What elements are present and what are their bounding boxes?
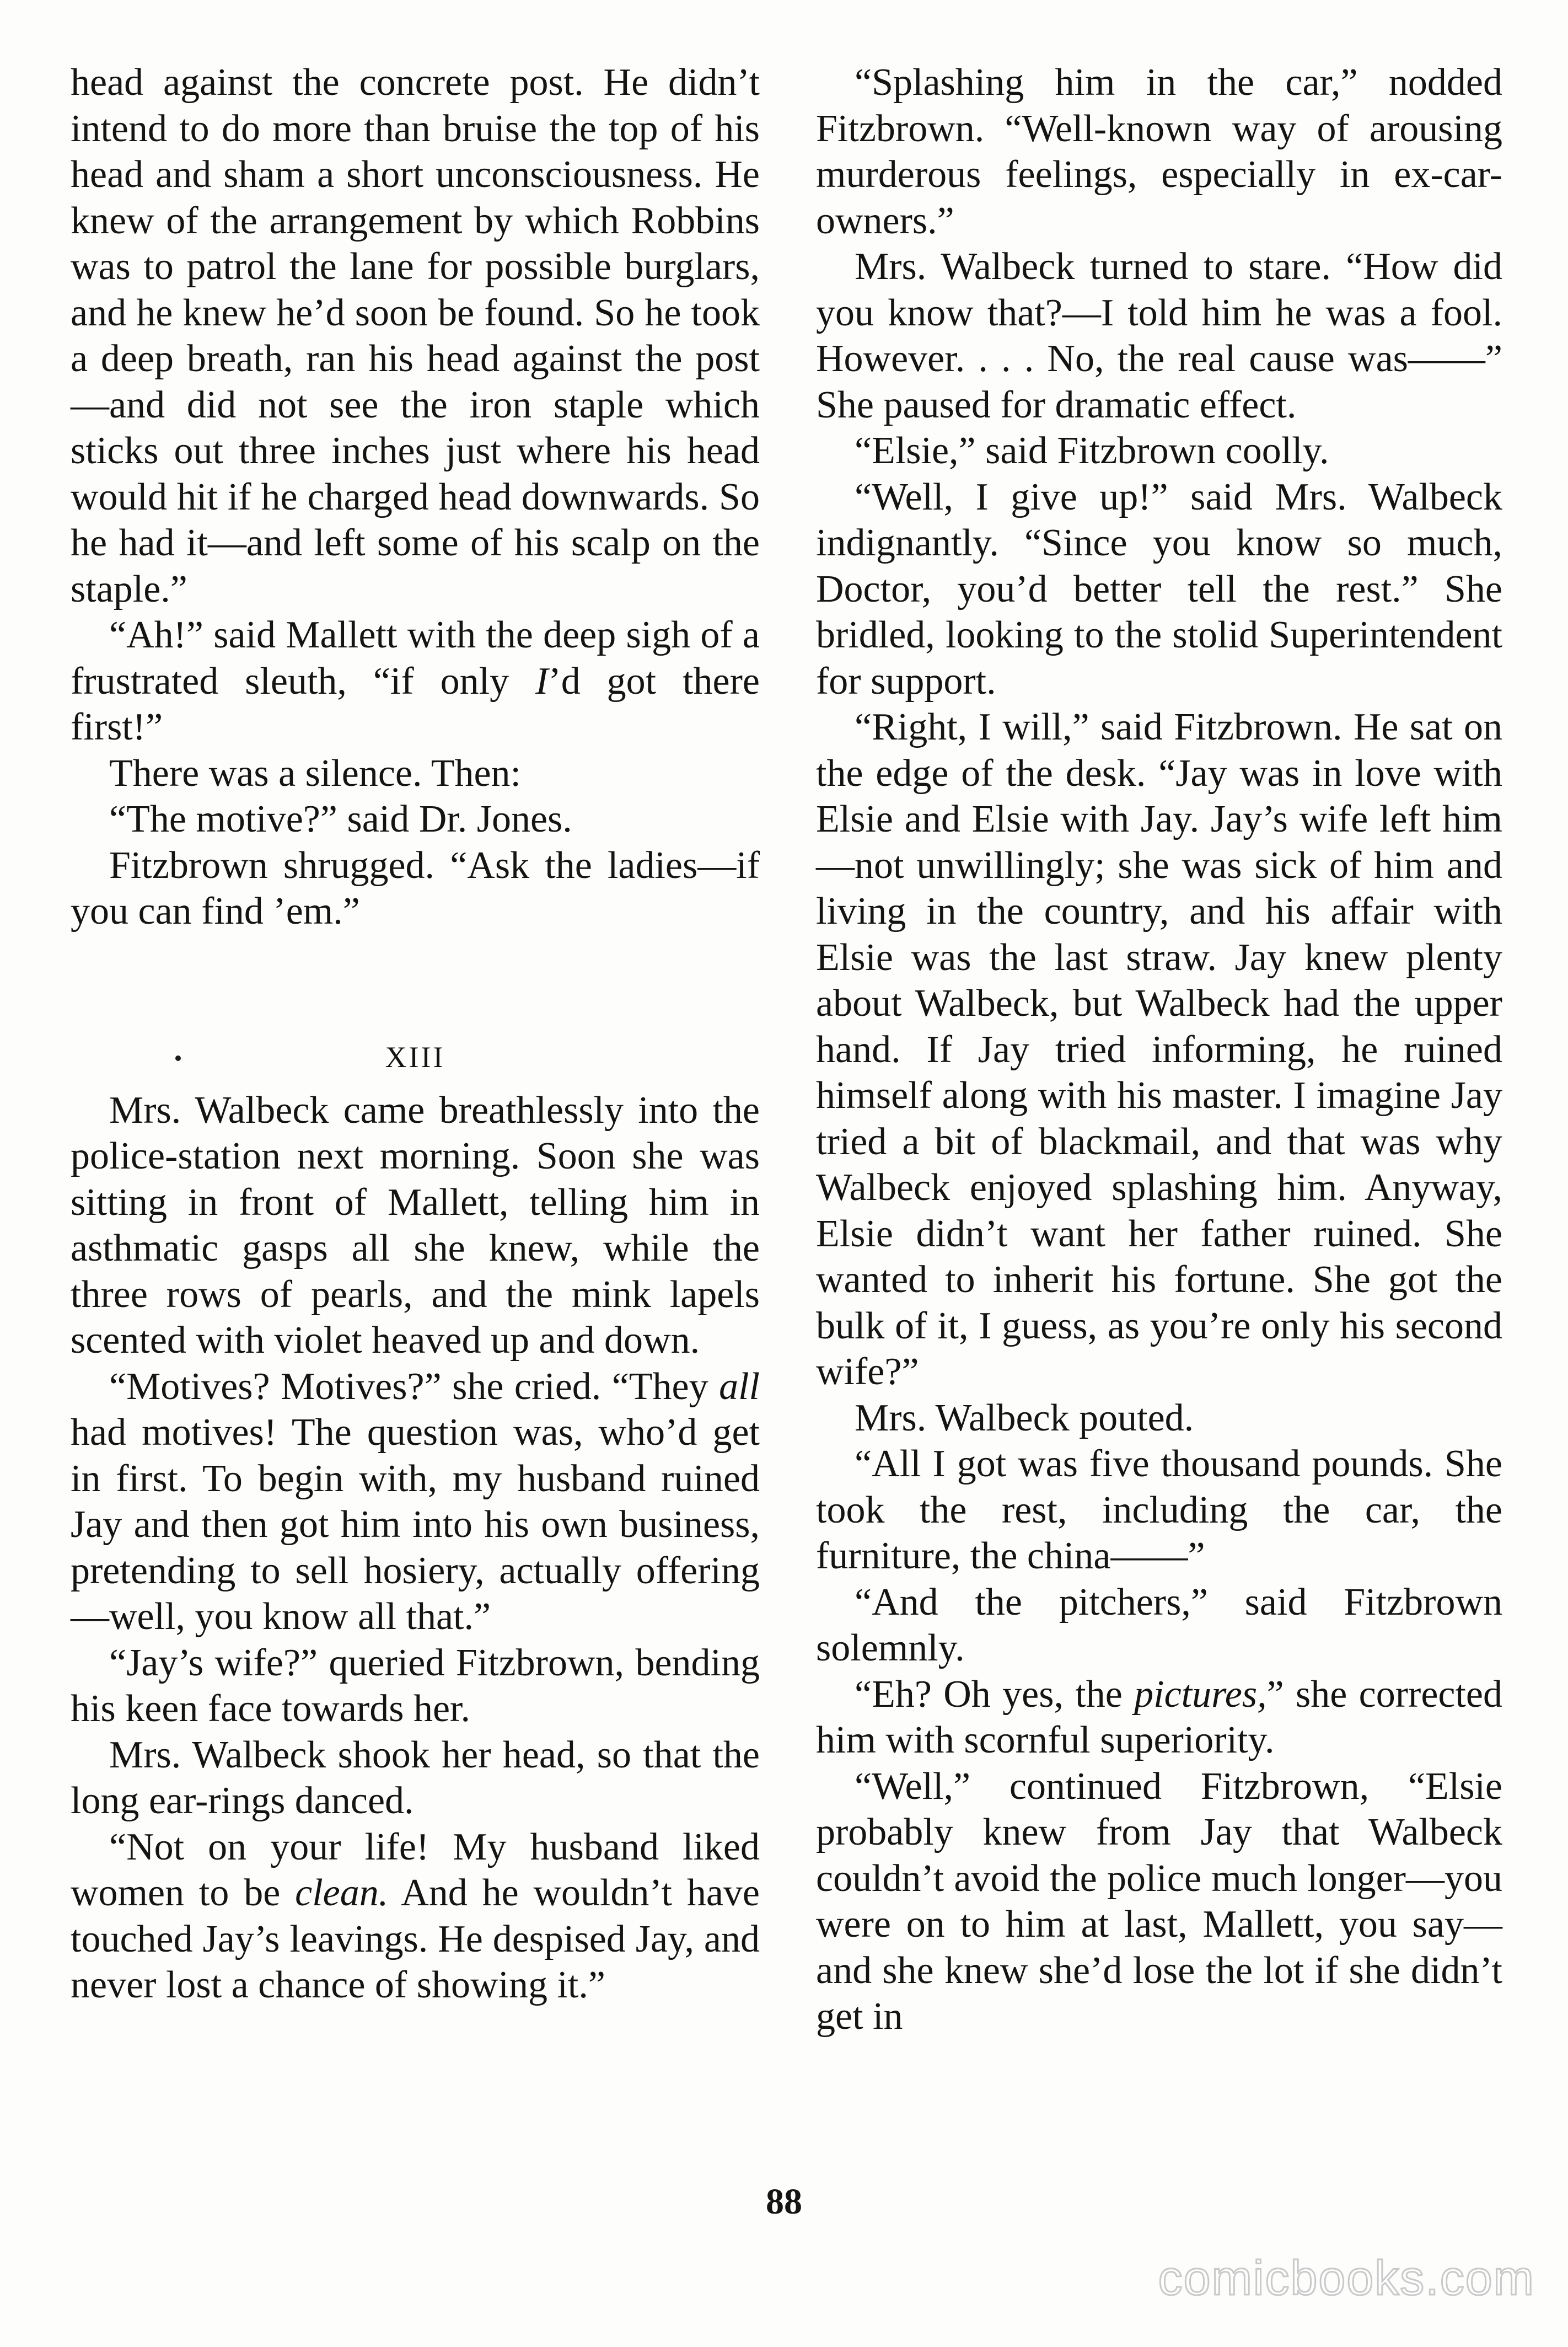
- paragraph: [71, 612, 760, 751]
- paragraph: “Well, I give up!” said Mrs. Walbeck indignantly. “Since you know so much, Doctor, you’d better tell the rest.” She bridled, looking to the stolid Superintendent for support.: [816, 475, 1502, 703]
- left-text-column: [71, 60, 760, 2008]
- paragraph: “And the pitchers,” said Fitzbrown solemnly.: [816, 1580, 1502, 1669]
- printed-dot: [175, 1055, 181, 1061]
- watermark: comicbooks.com: [1158, 2250, 1535, 2305]
- paragraph: “Splashing him in the car,” nodded Fitzbrown. “Well-known way of arousing murderous feelings, especially in ex-car-owners.”: [816, 61, 1502, 242]
- text-run: “Ah!” said Mallett with the deep sigh of a frustrated sleuth, “if only: [71, 614, 760, 703]
- text-run: “Not on your life! My husband liked women to be: [71, 1825, 760, 1914]
- emphasis: all: [719, 1365, 760, 1408]
- paragraph: [816, 1671, 1502, 1764]
- paragraph: Mrs. Walbeck pouted.: [855, 1396, 1194, 1439]
- section-heading: [71, 1027, 760, 1087]
- paragraph: Mrs. Walbeck turned to stare. “How did you know that?—I told him he was a fool. However. . . . No, the real cause was——” She paused for dramatic effect.: [816, 245, 1502, 426]
- text-run: ’d got there first!”: [71, 660, 760, 748]
- section-number: XIII: [385, 1040, 445, 1074]
- paragraph: “Well,” continued Fitzbrown, “Elsie probably knew from Jay that Walbeck couldn’t avoid the police much longer—you were on to him at last, Mallett, you say—and she knew she’d lose the lot if she didn’t get in: [816, 1765, 1502, 2038]
- paragraph: head against the concrete post. He didn’t intend to do more than bruise the top of his head and sham a short unconsciousness. He knew of the arrangement by which Robbins was to patrol the lane for possible burglars, and he knew he’d soon be found. So he took a deep breath, ran his head against the post—and did not see the iron staple which sticks out three inches just where his head would hit if he charged head downwards. So he had it—and left some of his scalp on the staple.”: [71, 61, 760, 610]
- text-run: “Motives? Motives?” she cried. “They: [109, 1365, 719, 1408]
- text-run: And he wouldn’t have touched Jay’s leavings. He despised Jay, and never lost a chance of showing it.”: [71, 1872, 760, 2006]
- paragraph: [71, 1824, 760, 2008]
- paragraph: “The motive?” said Dr. Jones.: [109, 798, 572, 840]
- paragraph: “All I got was five thousand pounds. She took the rest, including the car, the furniture, the china——”: [816, 1443, 1502, 1577]
- page-number: 88: [766, 2182, 802, 2222]
- paragraph: Mrs. Walbeck came breathlessly into the police-station next morning. Soon she was sitting in front of Mallett, telling him in asthmatic gasps all she knew, while the three rows of pearls, and the mink lapels scented with violet heaved up and down.: [71, 1089, 760, 1362]
- emphasis: pictures,: [1134, 1673, 1267, 1716]
- text-run: ” she corrected him with scornful superiority.: [816, 1673, 1502, 1761]
- paragraph: There was a silence. Then:: [109, 752, 521, 795]
- emphasis: I: [535, 660, 549, 703]
- text-run: had motives! The question was, who’d get in first. To begin with, my husband ruined Jay and then got him into his own business, pretending to sell hosiery, actually offering—well, you know all that.”: [71, 1411, 760, 1638]
- paragraph: Mrs. Walbeck shook her head, so that the long ear-rings danced.: [71, 1733, 760, 1822]
- paragraph: “Right, I will,” said Fitzbrown. He sat on the edge of the desk. “Jay was in love with Elsie and Elsie with Jay. Jay’s wife left him—not unwillingly; she was sick of him and living in the country, and his affair with Elsie was the last straw. Jay knew plenty about Walbeck, but Walbeck had the upper hand. If Jay tried informing, he ruined himself along with his master. I imagine Jay tried a bit of blackmail, and that was why Walbeck enjoyed splashing him. Anyway, Elsie didn’t want her father ruined. She wanted to inherit his fortune. She got the bulk of it, I guess, as you’re only his second wife?”: [816, 706, 1502, 1393]
- right-text-column: [816, 60, 1502, 2040]
- paragraph: Fitzbrown shrugged. “Ask the ladies—if you can find ’em.”: [71, 844, 760, 933]
- paragraph: “Elsie,” said Fitzbrown coolly.: [855, 430, 1329, 472]
- paragraph: [71, 1364, 760, 1640]
- text-run: “Eh? Oh yes, the: [855, 1673, 1135, 1716]
- paragraph: “Jay’s wife?” queried Fitzbrown, bending his keen face towards her.: [71, 1641, 760, 1730]
- section-spacer: [71, 935, 760, 1027]
- emphasis: clean.: [295, 1872, 389, 1914]
